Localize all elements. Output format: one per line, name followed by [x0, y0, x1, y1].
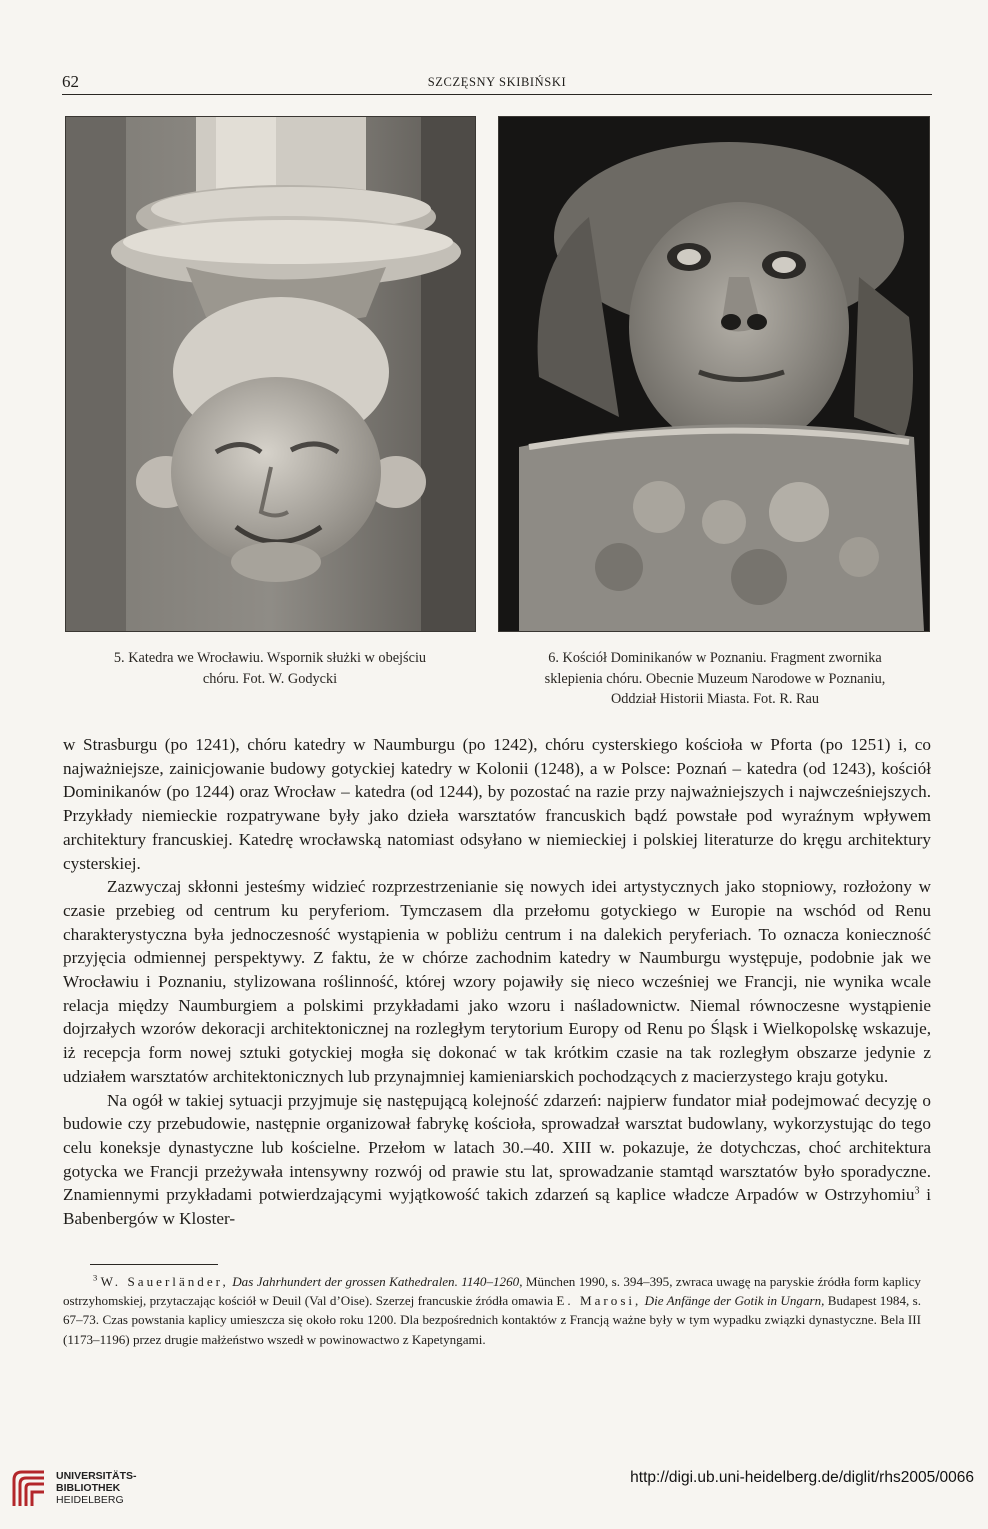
logo-line: HEIDELBERG — [56, 1494, 124, 1506]
figure-5-photo — [65, 116, 476, 632]
keystone-head-image — [499, 117, 929, 631]
page-number: 62 — [62, 72, 79, 91]
footnote-number: 3 — [93, 1272, 98, 1283]
logo-line: UNIVERSITÄTS- — [56, 1470, 137, 1482]
footnote-author: E. Marosi, — [556, 1293, 642, 1309]
page-header — [62, 72, 932, 95]
footnote — [63, 1272, 921, 1349]
library-logo-text — [56, 1470, 137, 1506]
caption-line: sklepienia chóru. Obecnie Muzeum Narodowe w Poznaniu, — [544, 670, 886, 687]
footnote-author: W. Sauerländer, — [100, 1274, 229, 1289]
footnote-text: München 1990, s. 394–395, zwraca uwagę na paryskie źródła form kaplicy ostrzyhomskiej, przytaczając kościół w Deuil (Val d’Oise). Szerzej francuskie źródła omawia — [63, 1274, 921, 1309]
source-url[interactable]: http://digi.ub.uni-heidelberg.de/diglit/rhs2005/0066 — [630, 1469, 974, 1486]
paragraph-text: Na ogół w takiej sytuacji przyjmuje się następującą kolejność zdarzeń: najpierw fundator miał podejmować decyzję o budowie czy przebudowie, następnie organizował fabrykę kościoła, sprowadzał warsztat budowlany, wykorzystując do tego celu koneksje dynastyczne lub kościelne. Przełom w latach 30.–40. XIII w. pokazuje, że dotychczas, choć architektura gotycka we Francji przeżywała intensywny rozwój od prawie stu lat, sprowadzanie stamtąd warsztatów było sporadyczne. Znamiennymi przykładami potwierdzającymi wyjątkowość takich zdarzeń są kaplice władcze Arpadów w Ostrzyhomiu — [63, 1090, 931, 1205]
paragraph: Zazwyczaj skłonni jesteśmy widzieć rozprzestrzenianie się nowych idei artystycznych jako stopniowy, rozłożony w czasie przebieg od centrum ku peryferiom. Tymczasem dla przełomu gotyckiego w Europie na wschód od Renu charakterystyczna była jednoczesność wystąpienia w pobliżu centrum i na dalekich peryferiach. To oznacza konieczność przyjęcia odmiennej perspektywy. Z faktu, że w chórze zachodnim katedry w Naumburgu występuje, podobnie jak we Wrocławiu i Poznaniu, stylizowana roślinność, której wzory pojawiły się nieco wcześniej we Francji, nie wynika wcale relacja między Naumburgiem a polskimi przykładami jako wzoru i naśladownictw. Niemal równoczesne wystąpienie dojrzałych wzorów dekoracji architektonicznej na rozległym terytorium Europy od Renu po Śląsk i Wielkopolskę wskazuje, iż recepcja form nowej sztuki gotyckiej mogła się dokonać w tak krótkim czasie na tak rozległym obszarze jedynie z udziałem warsztatów architektonicznych lub przynajmniej kamieniarskich pochodzących z macierzystego kraju gotyku. — [63, 877, 931, 1086]
footnote-title: Die Anfänge der Gotik in Ungarn, — [644, 1293, 825, 1309]
caption-line: chóru. Fot. W. Godycki — [202, 670, 338, 687]
footnote-title: Das Jahrhundert der grossen Kathedralen. 1140–1260, — [232, 1274, 523, 1289]
footnote-divider — [90, 1264, 218, 1265]
body-text — [63, 733, 931, 1231]
footnote-reference[interactable]: 3 — [914, 1185, 920, 1197]
footnote-text: Budapest 1984, s. 67–73. Czas powstania kaplicy umieszcza się około roku 1200. Dla bezpośrednich kontaktów z Francją ważne były w tym wypadku związki dynastyczne. Bela III (1173–1196) przez drugie małżeństwo wszedł w powinowactwo z Kapetyngami. — [63, 1293, 921, 1347]
paragraph-text: i Babenbergów w Kloster- — [63, 1185, 931, 1229]
figure-6-caption — [500, 648, 930, 710]
running-title: SZCZĘSNY SKIBIŃSKI — [427, 75, 567, 89]
library-logo[interactable] — [8, 1466, 158, 1510]
paragraph: w Strasburgu (po 1241), chóru katedry w Naumburgu (po 1242), chóru cysterskiego kościoła w Pforta (po 1251) i, co najważniejsze, zainicjowanie budowy gotyckiej katedry w Kolonii (1248), a w Polsce: Poznań – katedra (od 1243), kościół Dominikanów (po 1244) oraz Wrocław – katedra (od 1244), by pozostać na razie przy najważniejszych i najwcześniejszych. Przykłady niemieckie rozpatrywane były jako dzieła warsztatów francuskich bądź powstałe pod wyraźnym wpływem architektury francuskiej. Katedrę wrocławską natomiast odsyłano w niemieckiej i polskiej literaturze do kręgu architektury cysterskiej. — [63, 735, 931, 873]
figure-6-photo — [498, 116, 930, 632]
paragraph — [63, 1089, 931, 1231]
corbel-head-image — [66, 117, 475, 631]
caption-line: 5. Katedra we Wrocławiu. Wspornik służki w obejściu — [113, 650, 427, 666]
logo-line: BIBLIOTHEK — [56, 1482, 121, 1494]
caption-line: 6. Kościół Dominikanów w Poznaniu. Fragment zwornika — [548, 650, 882, 666]
caption-line: Oddział Historii Miasta. Fot. R. Rau — [610, 691, 820, 707]
figure-5-caption — [70, 648, 470, 689]
library-logo-icon — [8, 1466, 50, 1510]
footnote-paragraph — [63, 1272, 921, 1349]
